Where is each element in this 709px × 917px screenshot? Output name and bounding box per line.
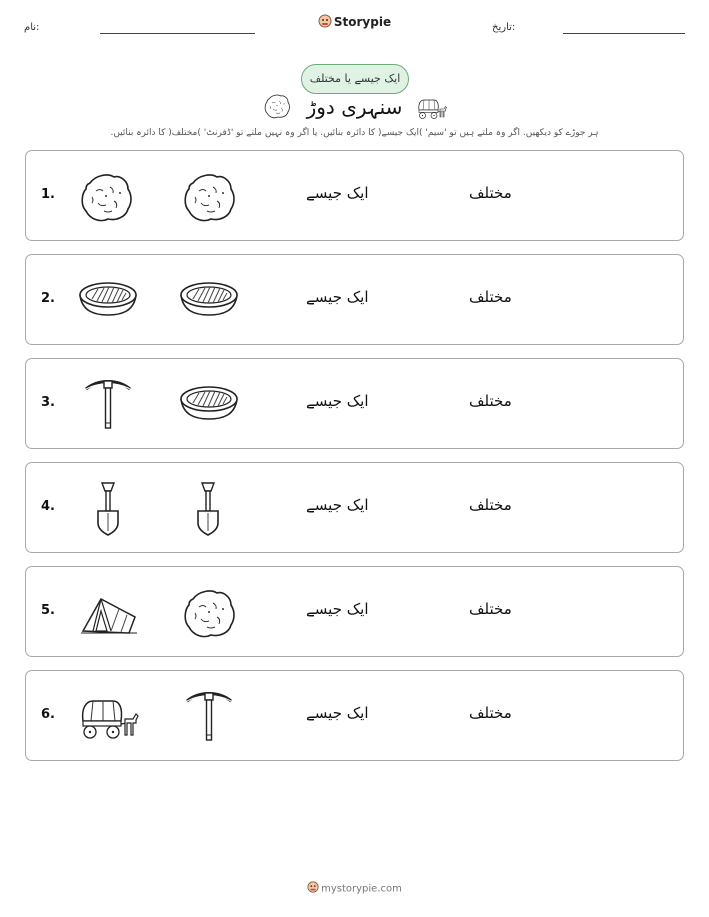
name-label: نام: [24, 22, 40, 33]
question-row [25, 670, 684, 761]
different-option[interactable]: مختلف [469, 704, 512, 722]
gold-nugget-icon [76, 169, 136, 225]
question-number: 1. [41, 187, 55, 202]
date-line [563, 33, 685, 34]
topic-pill: ایک جیسے یا مختلف [301, 64, 409, 94]
different-option[interactable]: مختلف [469, 184, 512, 202]
storypie-logo-icon [307, 881, 319, 896]
gold-pan-icon [78, 273, 138, 329]
question-number: 4. [41, 499, 55, 514]
different-option[interactable]: مختلف [469, 600, 512, 618]
footer-url[interactable]: mystorypie.com [321, 883, 402, 895]
different-option[interactable]: مختلف [469, 496, 512, 514]
pickaxe-icon [179, 689, 239, 745]
same-option[interactable]: ایک جیسے [306, 496, 369, 514]
page-title: سنہری دوڑ [306, 95, 403, 119]
same-option[interactable]: ایک جیسے [306, 184, 369, 202]
shovel-icon [78, 481, 138, 537]
question-row [25, 566, 684, 657]
question-number: 3. [41, 395, 55, 410]
question-number: 6. [41, 707, 55, 722]
title-wagon-icon [416, 94, 448, 122]
date-label: تاریخ: [492, 22, 516, 33]
brand [0, 14, 709, 31]
footer [0, 881, 709, 896]
gold-nugget-icon [179, 585, 239, 641]
question-number: 5. [41, 603, 55, 618]
instructions: ہر جوڑے کو دیکھیں. اگر وہ ملتے ہیں تو 'سیم' )ایک جیسے( کا دائرہ بنائیں. یا اگر وہ نہیں ملتے تو 'ڈفرنٹ' )مختلف( کا دائرہ بنائیں. [110, 128, 599, 138]
same-option[interactable]: ایک جیسے [306, 600, 369, 618]
gold-nugget-icon [179, 169, 239, 225]
pickaxe-icon [78, 377, 138, 433]
question-row [25, 150, 684, 241]
same-option[interactable]: ایک جیسے [306, 704, 369, 722]
storypie-logo-icon [318, 14, 332, 31]
different-option[interactable]: مختلف [469, 392, 512, 410]
question-row [25, 254, 684, 345]
brand-name: Storypie [333, 15, 392, 29]
same-option[interactable]: ایک جیسے [306, 392, 369, 410]
question-row [25, 462, 684, 553]
same-option[interactable]: ایک جیسے [306, 288, 369, 306]
question-number: 2. [41, 291, 55, 306]
tent-icon [79, 585, 139, 641]
question-row [25, 358, 684, 449]
different-option[interactable]: مختلف [469, 288, 512, 306]
gold-pan-icon [179, 377, 239, 433]
covered-wagon-icon [79, 689, 139, 745]
shovel-icon [178, 481, 238, 537]
name-line [100, 33, 255, 34]
gold-pan-icon [179, 273, 239, 329]
